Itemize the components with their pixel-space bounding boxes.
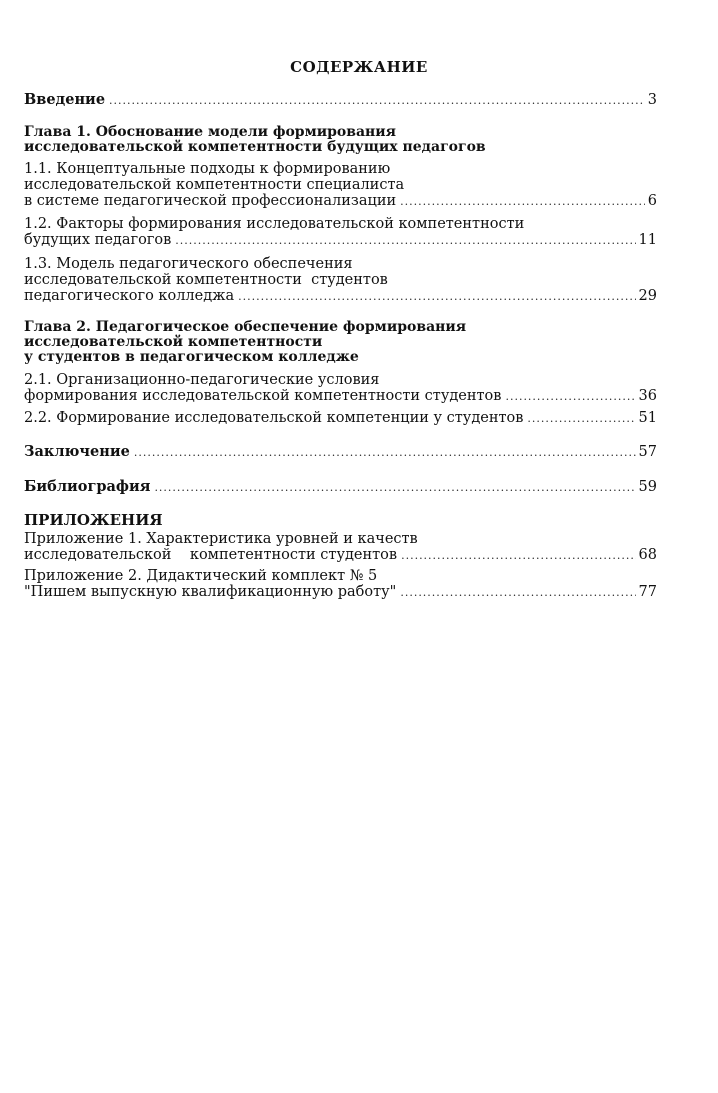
page-number: 77 — [638, 584, 657, 600]
page-number: 6 — [647, 193, 657, 209]
page-number: 3 — [647, 92, 657, 108]
page-number: 51 — [638, 410, 657, 426]
chapter-1-heading — [24, 125, 657, 155]
leader-dots — [109, 93, 645, 109]
chapter-2-heading — [24, 320, 657, 365]
leader-dots — [505, 389, 635, 405]
toc-entry-label: Библиография — [24, 478, 151, 495]
page-number: 11 — [638, 232, 657, 248]
page-title: СОДЕРЖАНИЕ — [290, 58, 428, 76]
toc-entry-1-1[interactable] — [24, 161, 657, 209]
toc-entry-line: в системе педагогической профессионализации — [24, 193, 397, 209]
leader-dots — [401, 548, 635, 564]
toc-entry-line: 2.2. Формирование исследовательской компетенции у студентов — [24, 410, 524, 426]
chapter-heading-line: Глава 1. Обоснование модели формирования — [24, 124, 397, 140]
toc-entry-line: Приложение 2. Дидактический комплект № 5 — [24, 568, 378, 584]
toc-entry-appendix-1[interactable] — [24, 531, 657, 563]
toc-entry-line: 1.1. Концептуальные подходы к формированию — [24, 161, 391, 177]
toc-entry-label: Введение — [24, 91, 106, 108]
chapter-heading-line: Глава 2. Педагогическое обеспечение формирования — [24, 319, 467, 335]
chapter-heading-line: исследовательской компетентности будущих педагогов — [24, 139, 486, 155]
toc-entry-line: Приложение 1. Характеристика уровней и качеств — [24, 531, 418, 547]
toc-entry-appendix-2[interactable] — [24, 568, 657, 600]
toc-entry-2-2[interactable] — [24, 410, 657, 426]
toc-entry-2-1[interactable] — [24, 372, 657, 404]
toc-entry-line: исследовательской компетентности специалиста — [24, 177, 405, 193]
chapter-heading-line: исследовательской компетентности — [24, 334, 323, 350]
leader-dots — [134, 445, 636, 461]
toc-entry-line: 1.2. Факторы формирования исследовательской компетентности — [24, 216, 525, 232]
toc-entry-line: 1.3. Модель педагогического обеспечения — [24, 256, 353, 272]
toc-entry-1-3[interactable] — [24, 256, 657, 304]
toc-entry-line: 2.1. Организационно-педагогические условия — [24, 372, 380, 388]
chapter-heading-line: у студентов в педагогическом колледже — [24, 349, 359, 365]
toc-entry-label: Заключение — [24, 443, 130, 460]
page-number: 68 — [638, 547, 657, 563]
leader-dots — [154, 480, 635, 496]
page-number: 36 — [638, 388, 657, 404]
toc-entry-conclusion[interactable] — [24, 444, 657, 460]
toc-entry-bibliography[interactable] — [24, 479, 657, 495]
toc-entry-line: исследовательской компетентности студентов — [24, 547, 398, 563]
toc-entry-line: педагогического колледжа — [24, 288, 235, 304]
page-number: 59 — [638, 479, 657, 495]
appendices-heading: ПРИЛОЖЕНИЯ — [24, 511, 163, 529]
toc-entry-line: формирования исследовательской компетентности студентов — [24, 388, 502, 404]
toc-entry-intro[interactable] — [24, 92, 657, 108]
toc-entry-line: исследовательской компетентности студентов — [24, 272, 388, 288]
toc-entry-line: "Пишем выпускную квалификационную работу" — [24, 584, 397, 600]
leader-dots — [175, 233, 635, 249]
page-number: 57 — [638, 444, 657, 460]
leader-dots — [238, 289, 635, 305]
leader-dots — [400, 194, 645, 210]
toc-entry-1-2[interactable] — [24, 216, 657, 248]
page-number: 29 — [638, 288, 657, 304]
leader-dots — [527, 411, 635, 427]
toc-entry-line: будущих педагогов — [24, 232, 172, 248]
leader-dots — [400, 585, 635, 601]
